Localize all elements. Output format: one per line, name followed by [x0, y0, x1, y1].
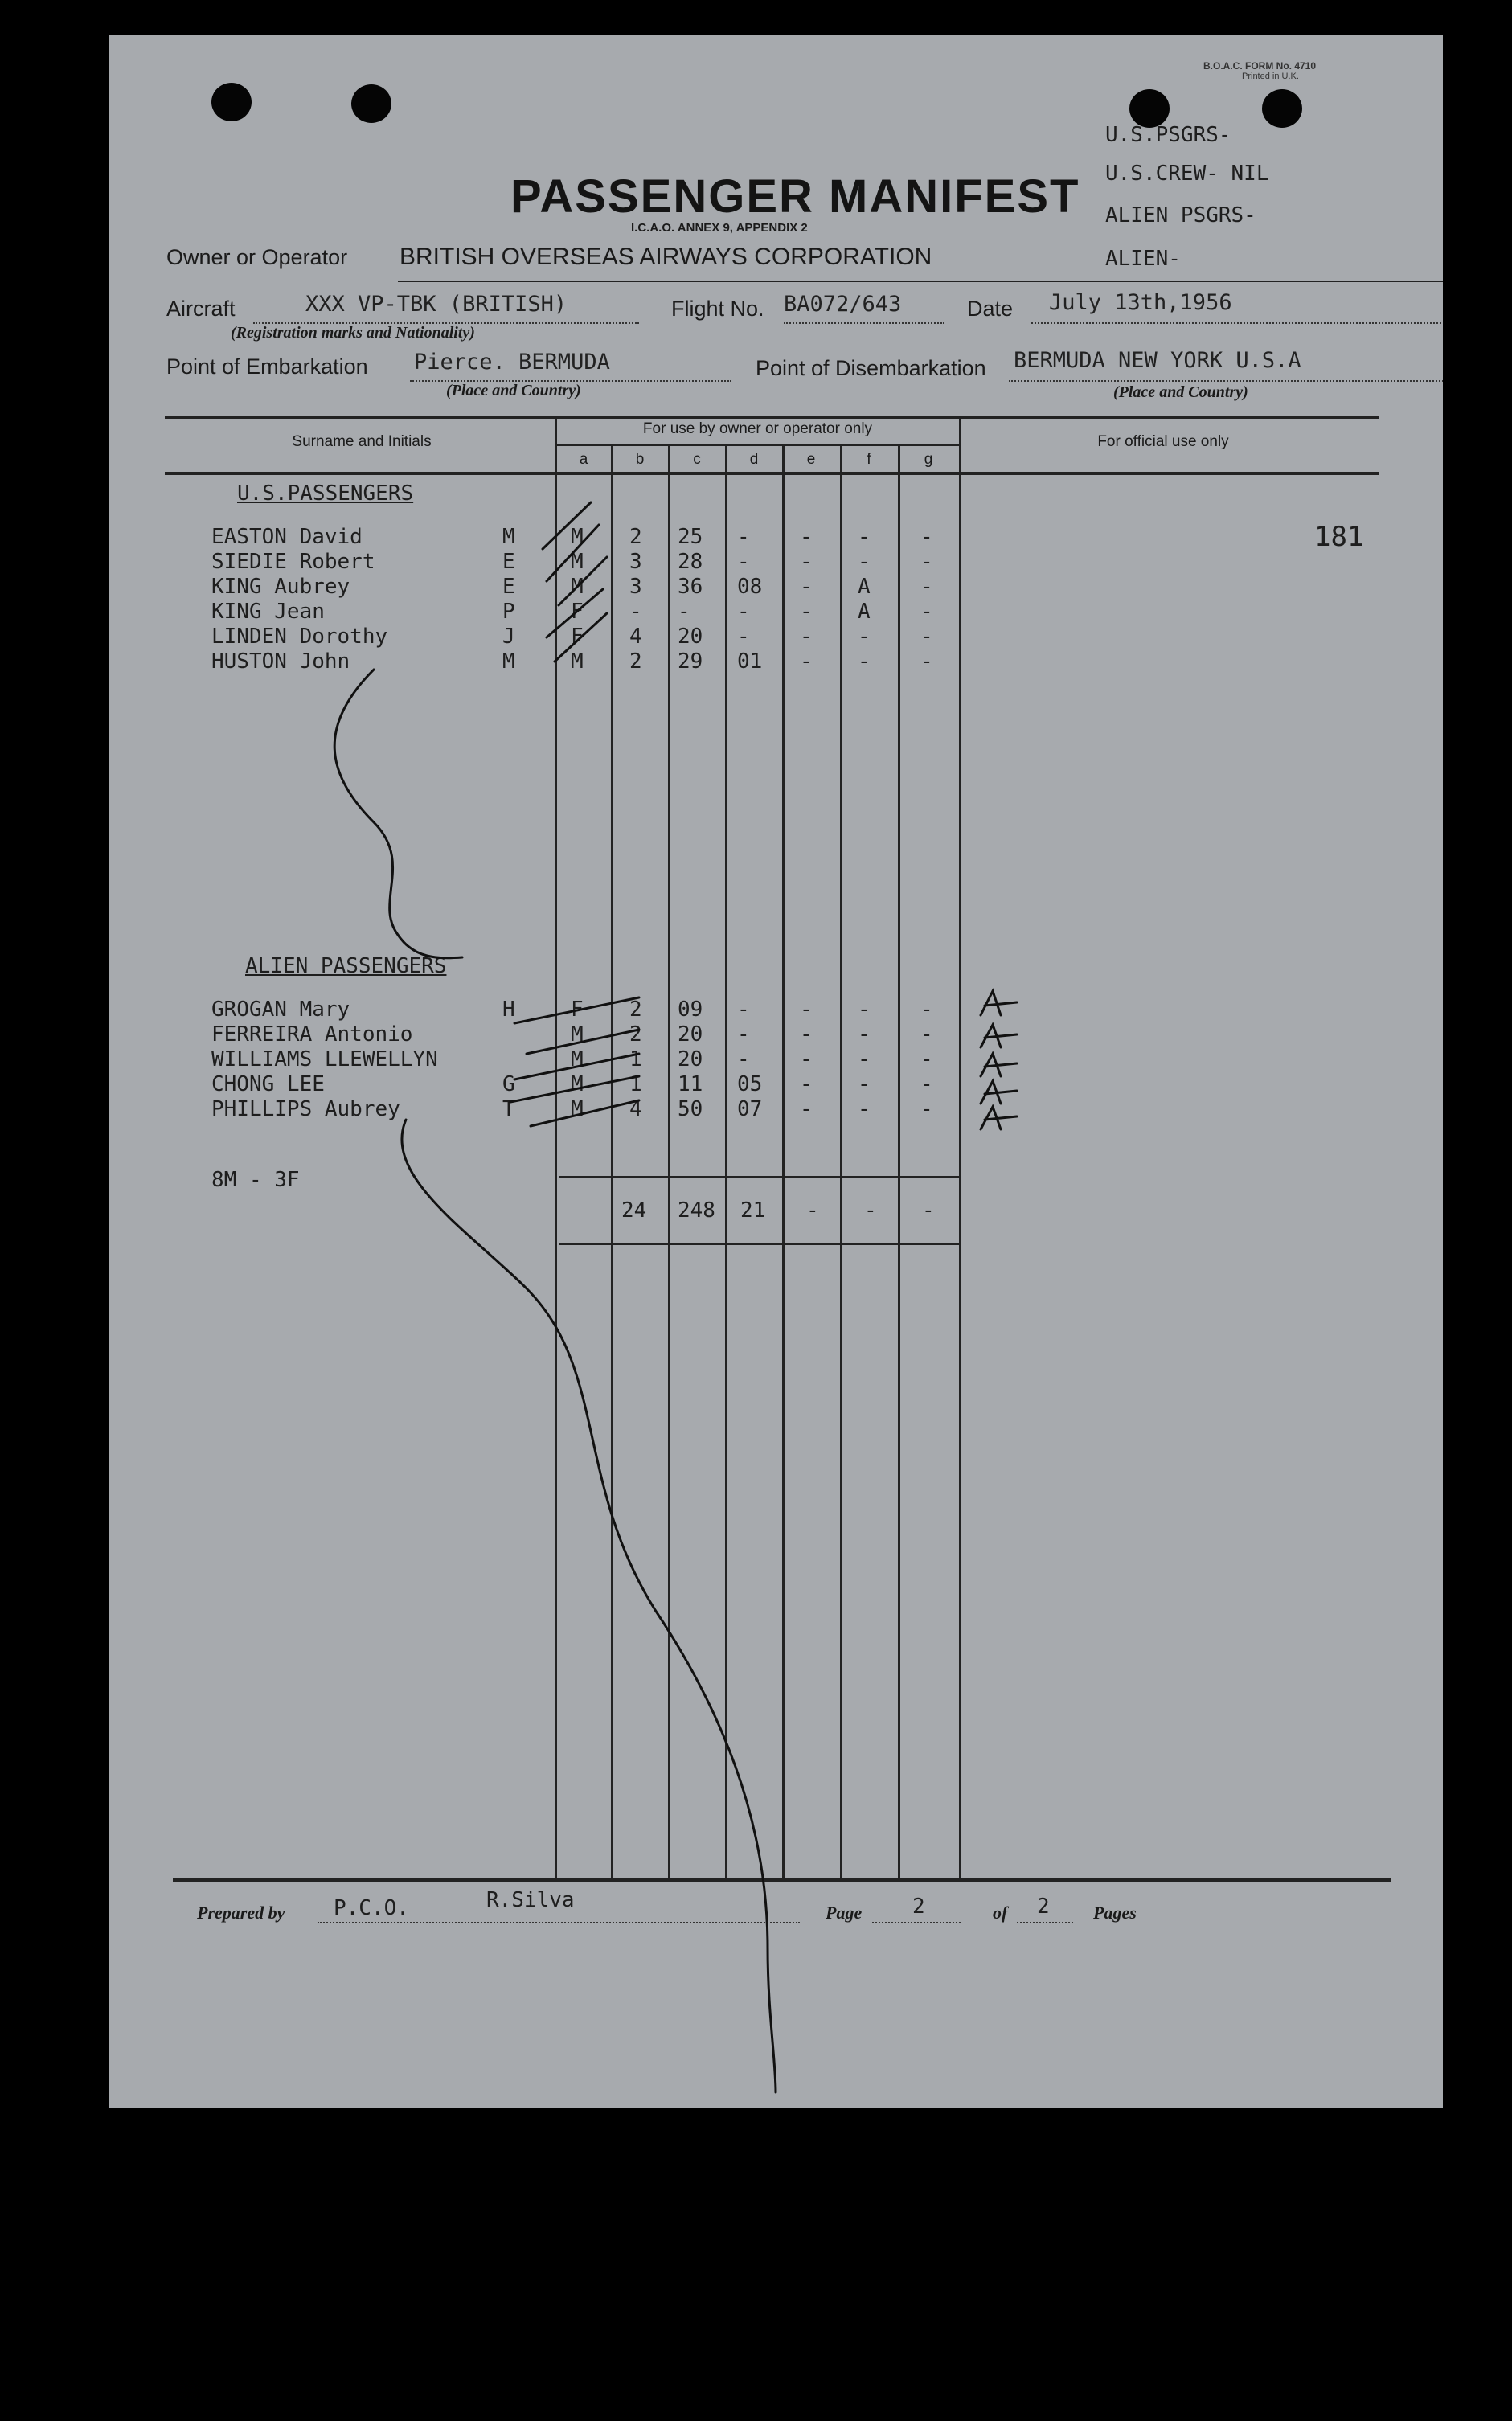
cell-b: - [629, 600, 642, 624]
initial-mark [981, 1025, 1017, 1047]
aircraft-label: Aircraft [166, 297, 236, 321]
official-header: For official use only [1097, 433, 1229, 450]
cell-init: E [502, 575, 515, 599]
col-header-e: e [806, 451, 816, 468]
passenger-name: SIEDIE Robert [211, 550, 375, 574]
disembark-caption: (Place and Country) [1113, 383, 1248, 401]
cell-g: - [920, 997, 933, 1022]
cell-d: - [737, 997, 750, 1022]
cell-a: M [571, 649, 584, 674]
cell-a: F [571, 625, 584, 649]
cell-g: - [920, 649, 933, 674]
aircraft-value: XXX VP-TBK (BRITISH) [305, 292, 568, 317]
form-number: B.O.A.C. FORM No. 4710 [1203, 60, 1317, 72]
cell-g: - [920, 550, 933, 574]
cell-d: 08 [737, 575, 763, 599]
owner-value: BRITISH OVERSEAS AIRWAYS CORPORATION [400, 244, 932, 270]
cell-b: 2 [629, 997, 642, 1022]
cell-a: M [571, 1072, 584, 1096]
cell-g: - [920, 1072, 933, 1096]
cell-g: - [920, 625, 933, 649]
passenger-name: CHONG LEE [211, 1072, 325, 1096]
cell-e: - [800, 600, 813, 624]
passenger-name: FERREIRA Antonio [211, 1022, 413, 1047]
cell-d: - [737, 1022, 750, 1047]
disembark-label: Point of Disembarkation [756, 356, 986, 380]
cell-g: - [920, 525, 933, 549]
cell-a: M [571, 1047, 584, 1071]
cell-e: - [800, 575, 813, 599]
check-mark [555, 613, 607, 662]
check-mark [547, 589, 603, 637]
strike-mark [510, 1076, 639, 1102]
summary-alien-psgrs: ALIEN PSGRS- [1105, 203, 1256, 227]
cell-c: 25 [678, 525, 703, 549]
cell-d: - [737, 600, 750, 624]
passenger-name: KING Aubrey [211, 575, 350, 599]
cell-init: M [502, 649, 515, 674]
cell-g: - [920, 575, 933, 599]
cell-f: - [858, 1022, 871, 1047]
cell-init: T [502, 1097, 515, 1121]
cell-f: - [858, 997, 871, 1022]
handwritten-curve [402, 1120, 776, 2092]
initial-mark [981, 1107, 1017, 1129]
cell-a: M [571, 575, 584, 599]
page-subtitle: I.C.A.O. ANNEX 9, APPENDIX 2 [631, 221, 808, 235]
aircraft-caption: (Registration marks and Nationality) [231, 324, 475, 342]
cell-f: - [858, 625, 871, 649]
cell-d: 07 [737, 1097, 763, 1121]
cell-f: - [858, 1072, 871, 1096]
surname-header: Surname and Initials [292, 433, 432, 450]
cell-g: - [920, 1097, 933, 1121]
cell-a: M [571, 525, 584, 549]
cell-a: F [571, 997, 584, 1022]
summary-us-crew: U.S.CREW- NIL [1105, 162, 1269, 186]
page-label: Page [826, 1903, 863, 1923]
official-number: 181 [1314, 521, 1364, 553]
manifest-page [109, 35, 1443, 2108]
embark-value: Pierce. BERMUDA [414, 350, 610, 375]
handwritten-marks [109, 35, 1443, 2108]
cell-e: - [800, 1097, 813, 1121]
date-value: July 13th,1956 [1049, 290, 1232, 315]
cell-g: - [920, 600, 933, 624]
cell-init: G [502, 1072, 515, 1096]
handwritten-curve [334, 670, 462, 958]
cell-e: - [800, 550, 813, 574]
total-g: - [922, 1198, 935, 1223]
cell-d: - [737, 625, 750, 649]
cell-e: - [800, 649, 813, 674]
cell-f: A [858, 600, 871, 624]
of-label: of [993, 1903, 1008, 1923]
cell-d: 01 [737, 649, 763, 674]
date-label: Date [967, 297, 1014, 321]
cell-b: 1 [629, 1047, 642, 1071]
owner-label: Owner or Operator [166, 245, 348, 269]
cell-d: - [737, 550, 750, 574]
cell-e: - [800, 1072, 813, 1096]
cell-a: M [571, 1097, 584, 1121]
cell-f: - [858, 1047, 871, 1071]
cell-b: 4 [629, 625, 642, 649]
cell-c: 20 [678, 1047, 703, 1071]
cell-c: 36 [678, 575, 703, 599]
passenger-name: WILLIAMS LLEWELLYN [211, 1047, 438, 1071]
passenger-name: HUSTON John [211, 649, 350, 674]
cell-init: H [502, 997, 515, 1022]
passenger-name: KING Jean [211, 600, 325, 624]
cell-b: 3 [629, 550, 642, 574]
cell-e: - [800, 625, 813, 649]
cell-a: M [571, 1022, 584, 1047]
strike-mark [531, 1100, 639, 1126]
cell-b: 2 [629, 649, 642, 674]
cell-e: - [800, 1047, 813, 1071]
prepared-value: P.C.O. [334, 1896, 409, 1920]
cell-c: - [678, 600, 690, 624]
total-b: 24 [621, 1198, 647, 1223]
count-note: 8M - 3F [211, 1168, 300, 1192]
cell-c: 09 [678, 997, 703, 1022]
cell-e: - [800, 1022, 813, 1047]
passenger-name: EASTON David [211, 525, 363, 549]
total-pages: 2 [1037, 1895, 1050, 1919]
pages-label: Pages [1093, 1903, 1137, 1923]
cell-init: E [502, 550, 515, 574]
cell-e: - [800, 997, 813, 1022]
total-c: 248 [678, 1198, 715, 1223]
col-header-d: d [749, 451, 759, 468]
cell-f: A [858, 575, 871, 599]
col-header-f: f [867, 451, 871, 468]
cell-e: - [800, 525, 813, 549]
cell-f: - [858, 550, 871, 574]
embark-caption: (Place and Country) [446, 382, 581, 399]
cell-a: M [571, 550, 584, 574]
cell-b: 2 [629, 1022, 642, 1047]
initial-mark [981, 1054, 1017, 1076]
col-header-b: b [635, 451, 645, 468]
cell-c: 20 [678, 1022, 703, 1047]
cell-d: - [737, 1047, 750, 1071]
disembark-value: BERMUDA NEW YORK U.S.A [1014, 348, 1301, 373]
cell-c: 20 [678, 625, 703, 649]
cell-d: - [737, 525, 750, 549]
strike-mark [514, 1054, 639, 1079]
printed-in: Printed in U.K. [1242, 72, 1299, 81]
passenger-name: PHILLIPS Aubrey [211, 1097, 400, 1121]
cell-init: J [502, 625, 515, 649]
cell-d: 05 [737, 1072, 763, 1096]
page-title: PASSENGER MANIFEST [510, 170, 1080, 223]
total-e: - [806, 1198, 819, 1223]
alien-section-heading: ALIEN PASSENGERS [245, 954, 447, 978]
prepared-label: Prepared by [197, 1903, 285, 1923]
cell-c: 28 [678, 550, 703, 574]
col-header-g: g [924, 451, 933, 468]
col-header-c: c [693, 451, 701, 468]
signature: R.Silva [486, 1888, 575, 1912]
summary-alien: ALIEN- [1105, 247, 1181, 271]
page-number: 2 [912, 1895, 925, 1919]
summary-us-psgrs: U.S.PSGRS- [1105, 123, 1231, 147]
cell-f: - [858, 525, 871, 549]
col-header-a: a [579, 451, 588, 468]
initial-mark [981, 1081, 1017, 1104]
owner-header: For use by owner or operator only [642, 420, 873, 437]
cell-c: 11 [678, 1072, 703, 1096]
cell-b: 4 [629, 1097, 642, 1121]
passenger-name: GROGAN Mary [211, 997, 350, 1022]
check-mark [559, 557, 607, 605]
flight-label: Flight No. [671, 297, 764, 321]
passenger-name: LINDEN Dorothy [211, 625, 388, 649]
cell-b: 1 [629, 1072, 642, 1096]
total-f: - [864, 1198, 877, 1223]
strike-mark [514, 997, 639, 1023]
us-section-heading: U.S.PASSENGERS [237, 481, 414, 506]
cell-g: - [920, 1022, 933, 1047]
cell-f: - [858, 649, 871, 674]
cell-init: P [502, 600, 515, 624]
strike-mark [527, 1030, 639, 1054]
cell-init: M [502, 525, 515, 549]
embark-label: Point of Embarkation [166, 354, 368, 379]
total-d: 21 [740, 1198, 766, 1223]
cell-g: - [920, 1047, 933, 1071]
cell-f: - [858, 1097, 871, 1121]
cell-c: 50 [678, 1097, 703, 1121]
initial-mark [981, 991, 1017, 1015]
flight-value: BA072/643 [784, 292, 902, 317]
cell-b: 3 [629, 575, 642, 599]
cell-a: F [571, 600, 584, 624]
cell-b: 2 [629, 525, 642, 549]
cell-c: 29 [678, 649, 703, 674]
